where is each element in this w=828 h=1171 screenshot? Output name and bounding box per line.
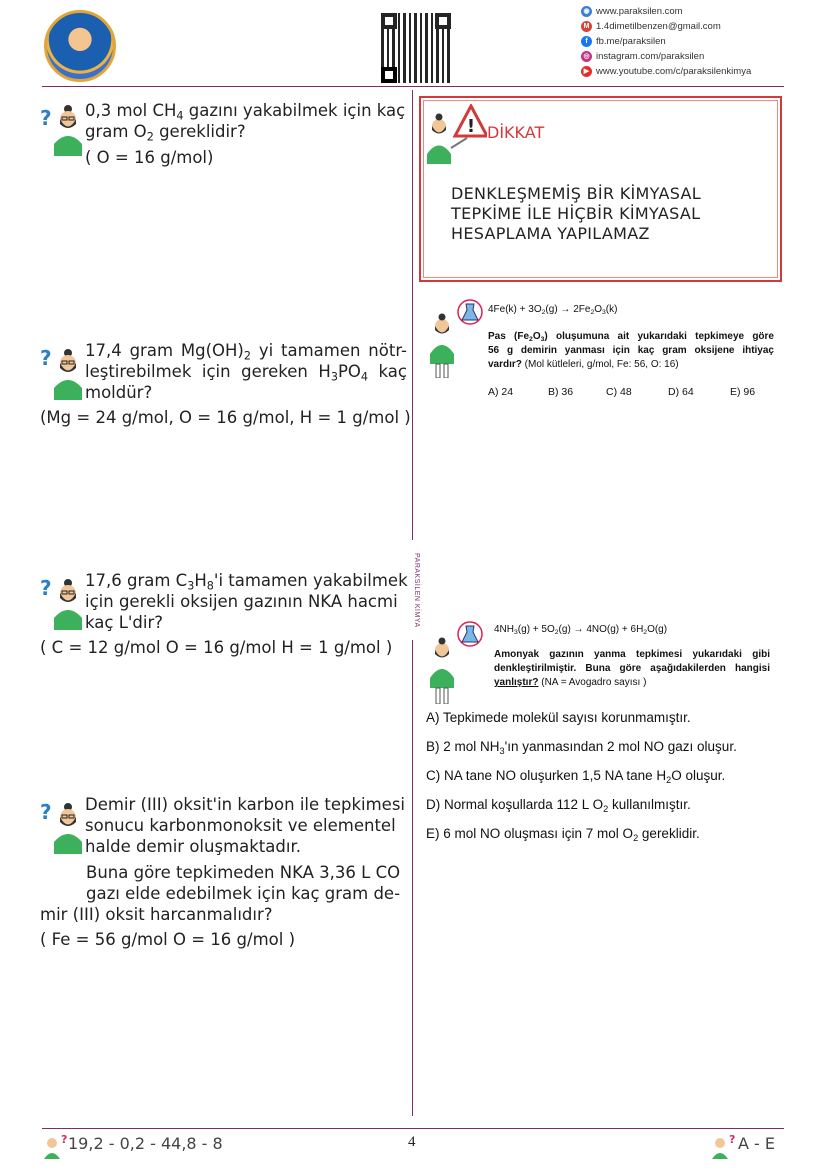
right-question-1-text: Pas $(Fe_2O_3)$ oluşumuna ait yukarıdaki tepkimeye göre 56 g demirin yanması için kaç gram oksijene ihtiyaç vardır? (Mol kütleleri, g/mol, Fe: 56, O: 16) <box>488 331 774 370</box>
contact-instagram[interactable]: ◎ instagram.com/paraksilen <box>581 51 704 62</box>
option-b[interactable]: B) 36 <box>548 386 574 398</box>
option-c[interactable]: C) 48 <box>606 386 632 398</box>
svg-text:?: ? <box>61 1133 68 1146</box>
option-c[interactable]: C) NA tane NO oluşurken 1,5 NA tane $H_2O$ oluşur. <box>426 768 726 785</box>
question-3-given: ( C = 12 g/mol O = 16 g/mol H = 1 g/mol ) <box>40 638 393 657</box>
student-avatar-icon <box>49 802 87 854</box>
question-mark-icon: ? <box>40 800 52 824</box>
question-mark-icon: ? <box>40 106 52 130</box>
warning-student-icon <box>425 104 487 164</box>
contact-web[interactable]: ◉ www.paraksilen.com <box>581 6 683 17</box>
mail-icon: M <box>581 21 592 32</box>
question-4-body: Buna göre tepkimeden NKA 3,36 L CO gazı elde edebilmek için kaç gram de- mir (III) oksit harcanmalıdır? <box>40 863 401 924</box>
right-question-1 <box>422 296 782 406</box>
option-b[interactable]: B) 2 mol $NH_3'ın$ yanmasından 2 mol NO gazı oluşur. <box>426 739 737 756</box>
author-avatar <box>44 10 116 82</box>
student-avatar-icon <box>49 578 87 630</box>
footer-answers-left: 19,2 - 0,2 - 44,8 - 8 <box>68 1134 223 1153</box>
brand-vertical: PARAKSİLEN KİMYA <box>404 540 420 640</box>
student-with-flask-icon <box>426 618 484 704</box>
question-mark-icon: ? <box>40 576 52 600</box>
instagram-icon: ◎ <box>581 51 592 62</box>
contact-youtube[interactable]: ▶ www.youtube.com/c/paraksilenkimya <box>581 66 751 77</box>
facebook-icon: f <box>581 36 592 47</box>
option-e[interactable]: E) 96 <box>730 386 756 398</box>
option-a[interactable]: A) 24 <box>488 386 514 398</box>
question-3-text: 17,6 gram $C_3H_8'i$ tamamen yakabilmek için gerekli oksijen gazının NKA hacmi kaç L'dir? <box>85 571 408 632</box>
student-avatar-icon <box>49 104 87 156</box>
question-1-text: 0,3 mol $CH_4$ gazını yakabilmek için kaç gram $O_2$ gereklidir? ( O = 16 g/mol) <box>85 100 455 168</box>
right-question-2-equation: $4NH_3(g) + 5O_2(g) \to 4NO(g) + 6H_2O(g)$ <box>494 624 668 637</box>
option-d[interactable]: D) Normal koşullarda 112 L $O_2$ kullanılmıştır. <box>426 797 691 814</box>
warning-text: DENKLEŞMEMİŞ BİR KİMYASAL TEPKİME İLE HİÇBİR KİMYASAL HESAPLAMA YAPILAMAZ <box>451 184 701 243</box>
question-2-given: (Mg = 24 g/mol, O = 16 g/mol, H = 1 g/mol ) <box>40 408 411 427</box>
student-with-flask-icon <box>426 298 484 378</box>
answer-key-icon <box>710 1133 736 1161</box>
contact-facebook[interactable]: f fb.me/paraksilen <box>581 36 666 47</box>
question-2-text: 17,4 gram $Mg(OH)_2$ yi tamamen nötr- leştirebilmek için gereken $H_3PO_4$ kaç moldür? <box>85 341 407 402</box>
youtube-icon: ▶ <box>581 66 592 77</box>
question-4-text: Demir (III) oksit'in karbon ile tepkimesi sonucu karbonmonoksit ve elementel halde demir oluşmaktadır. <box>85 795 406 856</box>
option-e[interactable]: E) 6 mol NO oluşması için 7 mol $O_2$ gereklidir. <box>426 826 700 843</box>
svg-text:!: ! <box>466 116 476 137</box>
student-avatar-icon <box>49 348 87 400</box>
question-mark-icon: ? <box>40 346 52 370</box>
question-1-given: ( O = 16 g/mol) <box>85 148 214 167</box>
web-icon: ◉ <box>581 6 592 17</box>
contact-mail[interactable]: M 1.4dimetilbenzen@gmail.com <box>581 21 721 32</box>
answer-key-icon <box>42 1133 68 1161</box>
right-question-1-equation: $4Fe(k) + 3O_2(g) \to 2Fe_2O_3(k)$ <box>488 304 618 317</box>
warning-title: DİKKAT <box>487 123 545 142</box>
right-question-2-text: Amonyak gazının yanma tepkimesi yukarıdaki gibi denkleştirilmiştir. Buna göre aşağıdakilerden hangisi yanlıştır? (NA = Avogadro sayısı ) <box>494 649 770 688</box>
footer-divider <box>42 1128 784 1129</box>
page-number: 4 <box>408 1134 416 1150</box>
option-d[interactable]: D) 64 <box>668 386 694 398</box>
header-divider <box>42 86 784 87</box>
qr-code-corner <box>381 67 397 83</box>
footer-answers-right: A - E <box>738 1134 775 1153</box>
question-4-given: ( Fe = 56 g/mol O = 16 g/mol ) <box>40 930 296 949</box>
right-question-2 <box>422 614 784 854</box>
option-a[interactable]: A) Tepkimede molekül sayısı korunmamıştır. <box>426 710 691 725</box>
warning-box <box>419 96 782 282</box>
svg-text:?: ? <box>729 1133 736 1146</box>
